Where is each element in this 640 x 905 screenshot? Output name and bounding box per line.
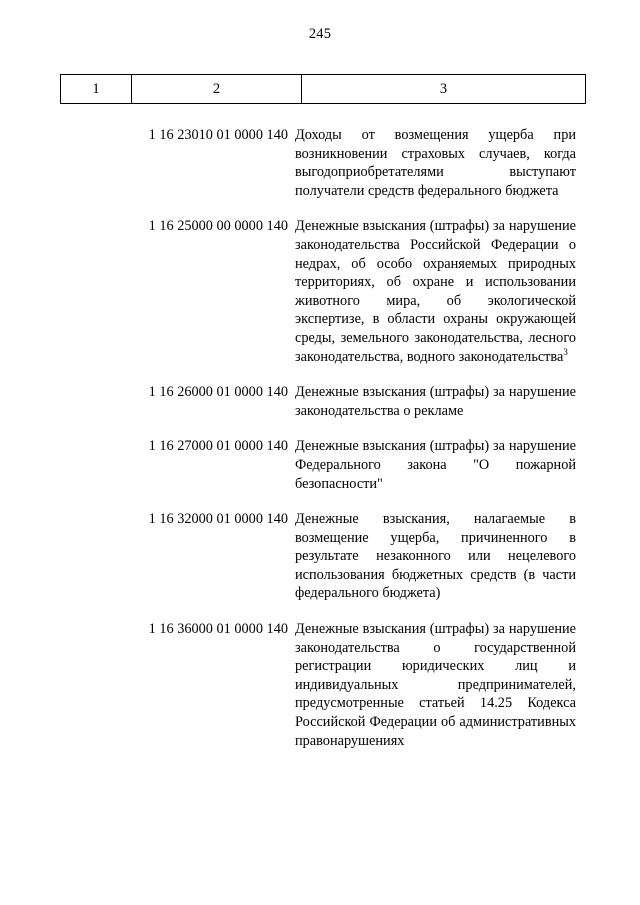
table-header-row [61, 75, 586, 104]
page-number: 245 [308, 26, 332, 42]
table-row [60, 437, 576, 493]
row-code: 1 16 25000 00 0000 140 [148, 218, 288, 235]
row-code: 1 16 26000 01 0000 140 [148, 384, 288, 401]
row-code: 1 16 23010 01 0000 140 [148, 127, 288, 143]
budget-code-list [60, 126, 576, 750]
column-header-table [60, 74, 586, 104]
row-footnote-marker: 3 [563, 346, 568, 357]
row-description [295, 437, 576, 493]
row-code: 1 16 36000 01 0000 140 [148, 621, 288, 638]
row-code: 1 16 27000 01 0000 140 [148, 438, 288, 455]
row-description [295, 217, 576, 366]
table-row [60, 126, 576, 200]
table-row [60, 217, 576, 366]
row-code: 1 16 32000 01 0000 140 [148, 511, 288, 528]
row-description-text: Денежные взыскания (штрафы) за нарушение Федерального закона "О пожарной безопасности" [295, 438, 576, 492]
table-row [60, 620, 576, 750]
row-description-text: Денежные взыскания (штрафы) за нарушение законодательства о рекламе [295, 384, 576, 419]
row-description-text: Доходы от возмещения ущерба при возникновении страховых случаев, когда выгодоприобретателями выступают получатели средств федерального бюджета [295, 127, 576, 199]
row-description-text: Денежные взыскания, налагаемые в возмещение ущерба, причиненного в результате незаконного или нецелевого использования бюджетных средств (в части федерального бюджета) [295, 511, 576, 602]
row-description-text: Денежные взыскания (штрафы) за нарушение законодательства Российской Федерации о недрах, об особо охраняемых природных территориях, об охране и использовании животного мира, об экологической экспертизе, в области охраны окружающей среды, земельного законодательства, лесного законодательства, водного законодательства [295, 218, 576, 365]
column-header-3: 3 [302, 75, 586, 104]
column-header-1: 1 [61, 75, 132, 104]
row-description-text: Денежные взыскания (штрафы) за нарушение законодательства о государственной регистрации юридических лиц и индивидуальных предпринимателей, предусмотренные статьей 14.25 Кодекса Российской Федерации об административных правонарушениях [295, 621, 576, 749]
row-description [295, 126, 576, 200]
table-row [60, 383, 576, 420]
row-description [295, 383, 576, 420]
column-header-2: 2 [132, 75, 302, 104]
table-row [60, 510, 576, 603]
document-content [60, 74, 576, 767]
row-description [295, 510, 576, 603]
row-description [295, 620, 576, 750]
